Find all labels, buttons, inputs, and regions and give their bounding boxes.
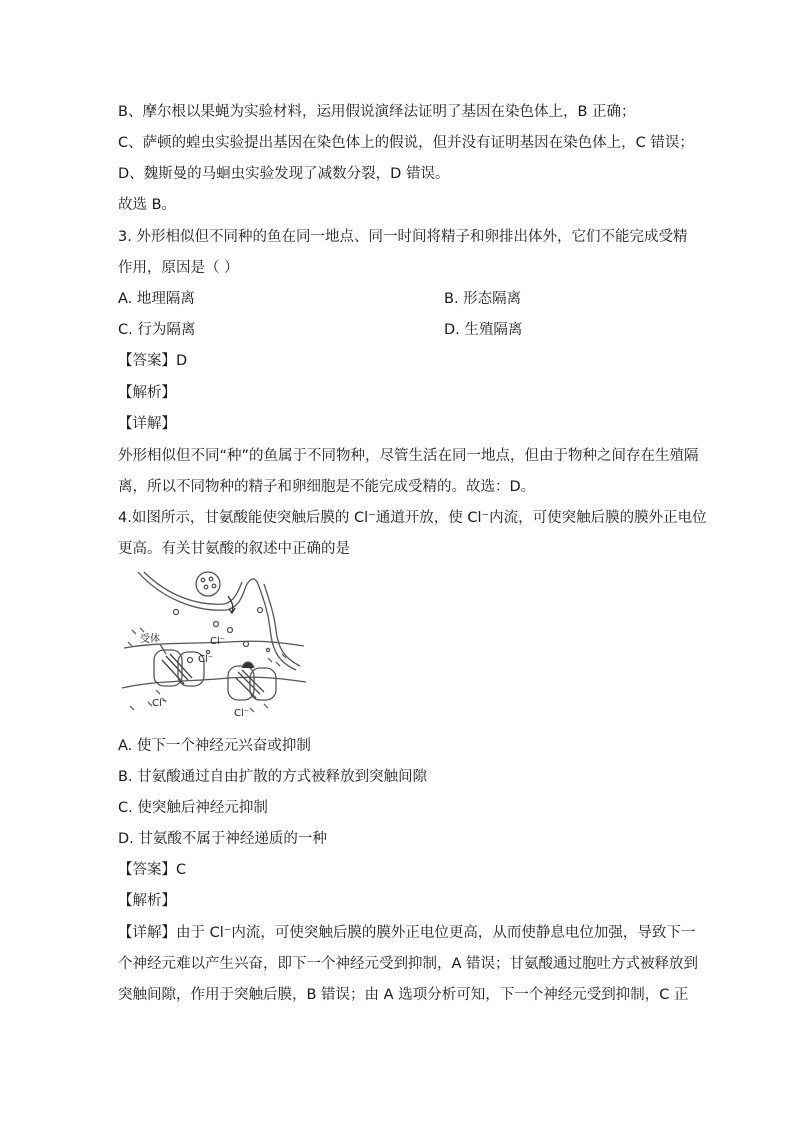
q3-analysis-label: 【解析】 bbox=[118, 385, 176, 401]
cl-label-4: Cl⁻ bbox=[234, 708, 250, 719]
transmitter-molecule bbox=[258, 608, 263, 613]
q4-option-a: A. 使下一个神经元兴奋或抑制 bbox=[118, 738, 311, 754]
q3-option-d: D. 生殖隔离 bbox=[444, 322, 523, 338]
q3-detail-label: 【详解】 bbox=[118, 416, 176, 432]
q4-detail-line3: 突触间隙，作用于突触后膜，B 错误；由 A 选项分析可知，下一个神经元受到抑制，C 正 bbox=[118, 987, 689, 1003]
vesicle-granule bbox=[201, 578, 205, 582]
q3-option-b: B. 形态隔离 bbox=[444, 291, 522, 307]
q3-answer: 【答案】D bbox=[118, 353, 188, 369]
explain-c: C、萨顿的蝗虫实验提出基因在染色体上的假说，但并没有证明基因在染色体上，C 错误； bbox=[118, 135, 694, 151]
transmitter-molecule bbox=[228, 628, 233, 633]
receptor-binding-site bbox=[242, 662, 254, 668]
cl-label-1: Cl⁻ bbox=[210, 636, 226, 647]
vesicle-granule bbox=[204, 585, 208, 589]
receptor-callout-line bbox=[160, 644, 166, 654]
explain-b: B、摩尔根以果蝇为实验材料，运用假说演绎法证明了基因在染色体上，B 正确； bbox=[118, 104, 636, 120]
q4-detail-line1: 【详解】由于 Cl⁻内流，可使突触后膜的膜外正电位更高，从而使静息电位加强，导致下一 bbox=[118, 925, 696, 941]
vesicle-granule bbox=[209, 577, 213, 581]
channel-hatching bbox=[236, 670, 264, 698]
transmitter-molecule bbox=[174, 610, 179, 615]
q4-option-c: C. 使突触后神经元抑制 bbox=[118, 800, 268, 816]
q4-option-d: D. 甘氨酸不属于神经递质的一种 bbox=[118, 831, 327, 847]
cl-label-3: Cl⁻ bbox=[152, 698, 168, 709]
synapse-figure bbox=[118, 570, 310, 720]
q4-stem-line2: 更高。有关甘氨酸的叙述中正确的是 bbox=[118, 541, 350, 557]
q3-option-a: A. 地理隔离 bbox=[118, 291, 195, 307]
receptor-label: 受体 bbox=[140, 634, 160, 645]
cl-label-2: Cl⁻ bbox=[198, 654, 214, 665]
presynaptic-membrane-inner bbox=[144, 572, 242, 604]
q4-option-b: B. 甘氨酸通过自由扩散的方式被释放到突触间隙 bbox=[118, 769, 428, 785]
q4-stem-line1: 4.如图所示，甘氨酸能使突触后膜的 Cl⁻通道开放，使 Cl⁻内流，可使突触后膜的膜外正电位 bbox=[118, 510, 707, 526]
q3-option-c: C. 行为隔离 bbox=[118, 322, 196, 338]
explain-d: D、魏斯曼的马蛔虫实验发现了减数分裂，D 错误。 bbox=[118, 166, 450, 182]
q3-stem-line2: 作用，原因是（ ） bbox=[118, 260, 239, 276]
q3-stem-line1: 3. 外形相似但不同种的鱼在同一地点、同一时间将精子和卵排出体外，它们不能完成受精 bbox=[118, 229, 688, 245]
vesicle-granule bbox=[212, 584, 216, 588]
q3-detail-line1: 外形相似但不同“种”的鱼属于不同物种，尽管生活在同一地点，但由于物种之间存在生殖隔 bbox=[118, 448, 699, 464]
transmitter-molecule bbox=[214, 622, 219, 627]
q4-answer: 【答案】C bbox=[118, 862, 187, 878]
q3-detail-line2: 离，所以不同物种的精子和卵细胞是不能完成受精的。故选：D。 bbox=[118, 479, 536, 495]
postsynaptic-membrane-lower bbox=[122, 677, 306, 688]
ion-marker bbox=[266, 648, 269, 651]
explain-conclusion: 故选 B。 bbox=[118, 197, 177, 213]
q4-analysis-label: 【解析】 bbox=[118, 893, 176, 909]
q4-detail-line2: 个神经元难以产生兴奋，即下一个神经元受到抑制，A 错误；甘氨酸通过胞吐方式被释放到 bbox=[118, 956, 699, 972]
transmitter-molecule bbox=[244, 642, 249, 647]
transmitter-molecule bbox=[188, 658, 193, 663]
synaptic-vesicle bbox=[196, 572, 220, 596]
